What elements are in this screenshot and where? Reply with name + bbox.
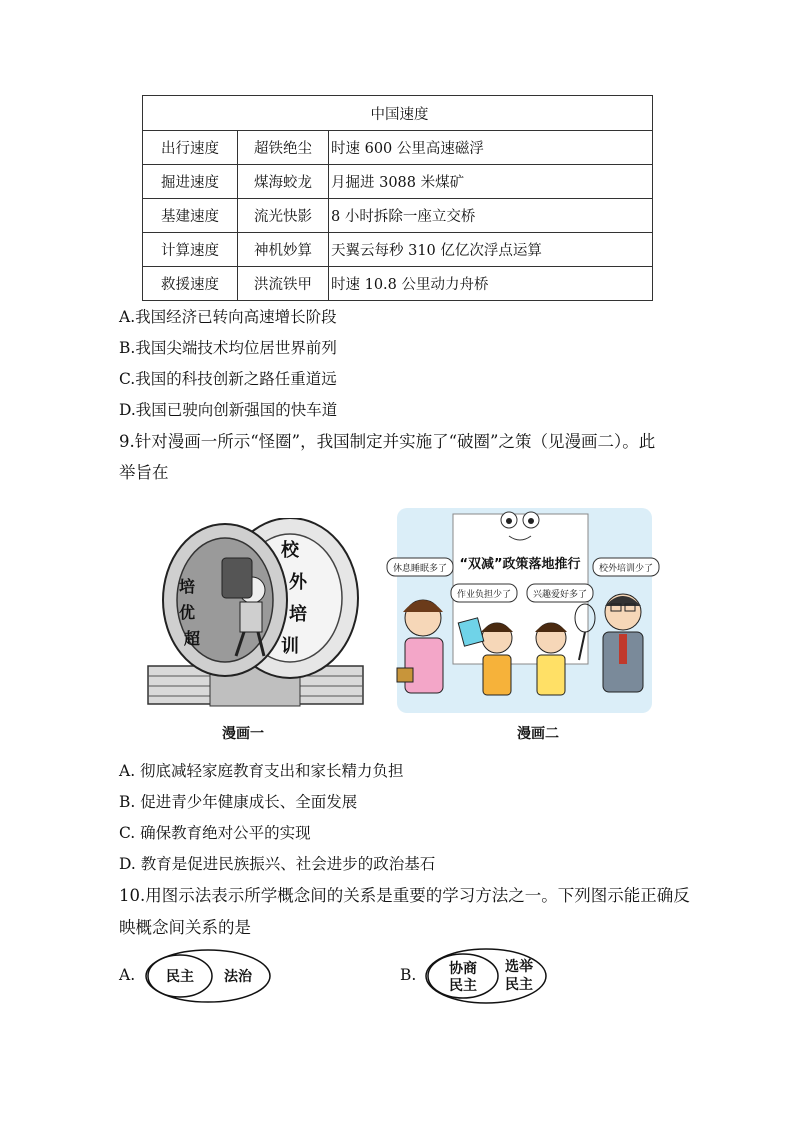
table-cell: 基建速度 [143,199,238,233]
q10-option-b-label: B. [400,966,417,984]
table-cell: 时速 600 公里高速磁浮 [329,131,653,165]
table-row [143,233,653,267]
q9-option-a: A. 彻底减轻家庭教育支出和家长精力负担 [119,762,404,780]
diagram-label-inner-top: 协商 [449,961,477,977]
q10-option-b-diagram [423,946,551,1006]
table-row [143,267,653,301]
q10-option-a-diagram [142,948,272,1004]
wheel-label: 训 [281,636,299,657]
wheel-label: 外 [289,572,307,593]
q9-option-b: B. 促进青少年健康成长、全面发展 [119,793,358,811]
wheel-label: 培 [289,604,307,625]
table-cell: 月掘进 3088 米煤矿 [329,165,653,199]
q9-option-d: D. 教育是促进民族振兴、社会进步的政治基石 [119,855,436,873]
speech-bubble: 作业负担少了 [456,590,512,600]
table-row [143,131,653,165]
speech-bubble: 校外培训少了 [598,564,654,574]
comic-banner: “双减”政策落地推行 [459,557,581,572]
table-row [143,165,653,199]
table-cell: 时速 10.8 公里动力舟桥 [329,267,653,301]
table-cell: 流光快影 [238,199,329,233]
q9-stem-line1: 9.针对漫画一所示“怪圈”，我国制定并实施了“破圈”之策（见漫画二）。此 [119,432,656,451]
diagram-label-inner: 民主 [166,969,194,985]
comic-two-caption: 漫画二 [517,726,559,742]
q8-option-d: D.我国已驶向创新强国的快车道 [119,401,338,419]
diagram-label-outer: 法治 [224,969,252,985]
wheel-label: 校 [281,540,299,561]
q9-stem-line2: 举旨在 [119,463,169,482]
q8-option-c: C.我国的科技创新之路任重道远 [119,370,337,388]
comic-one-caption: 漫画一 [222,726,264,742]
diagram-label-outer-top: 选举 [505,959,533,975]
q8-option-b: B.我国尖端技术均位居世界前列 [119,339,337,357]
comic-two-illustration [385,500,660,720]
table-cell: 天翼云每秒 310 亿亿次浮点运算 [329,233,653,267]
comic-one-illustration [140,518,375,713]
wheel-inner-label: 培 [178,577,196,596]
table-cell: 超铁绝尘 [238,131,329,165]
speech-bubble: 兴趣爱好多了 [532,590,588,600]
table-cell: 煤海蛟龙 [238,165,329,199]
q10-option-a-label: A. [119,966,136,984]
table-cell: 出行速度 [143,131,238,165]
table-cell: 8 小时拆除一座立交桥 [329,199,653,233]
q8-option-a: A.我国经济已转向高速增长阶段 [119,308,337,326]
wheel-inner-label: 优 [178,603,196,622]
diagram-label-outer-bottom: 民主 [505,977,533,993]
q9-option-c: C. 确保教育绝对公平的实现 [119,824,311,842]
q10-stem-line1: 10.用图示法表示所学概念间的关系是重要的学习方法之一。下列图示能正确反 [119,886,690,905]
china-speed-table [142,95,653,301]
q10-stem-line2: 映概念间关系的是 [119,918,251,937]
table-cell: 计算速度 [143,233,238,267]
table-cell: 掘进速度 [143,165,238,199]
table-cell: 神机妙算 [238,233,329,267]
table-row [143,199,653,233]
speech-bubble: 休息睡眠多了 [392,564,448,574]
wheel-inner-label: 超 [183,629,201,648]
diagram-label-inner-bottom: 民主 [449,978,477,994]
table-cell: 救援速度 [143,267,238,301]
table-header: 中国速度 [143,96,653,131]
table-header-row [143,96,653,131]
table-cell: 洪流铁甲 [238,267,329,301]
